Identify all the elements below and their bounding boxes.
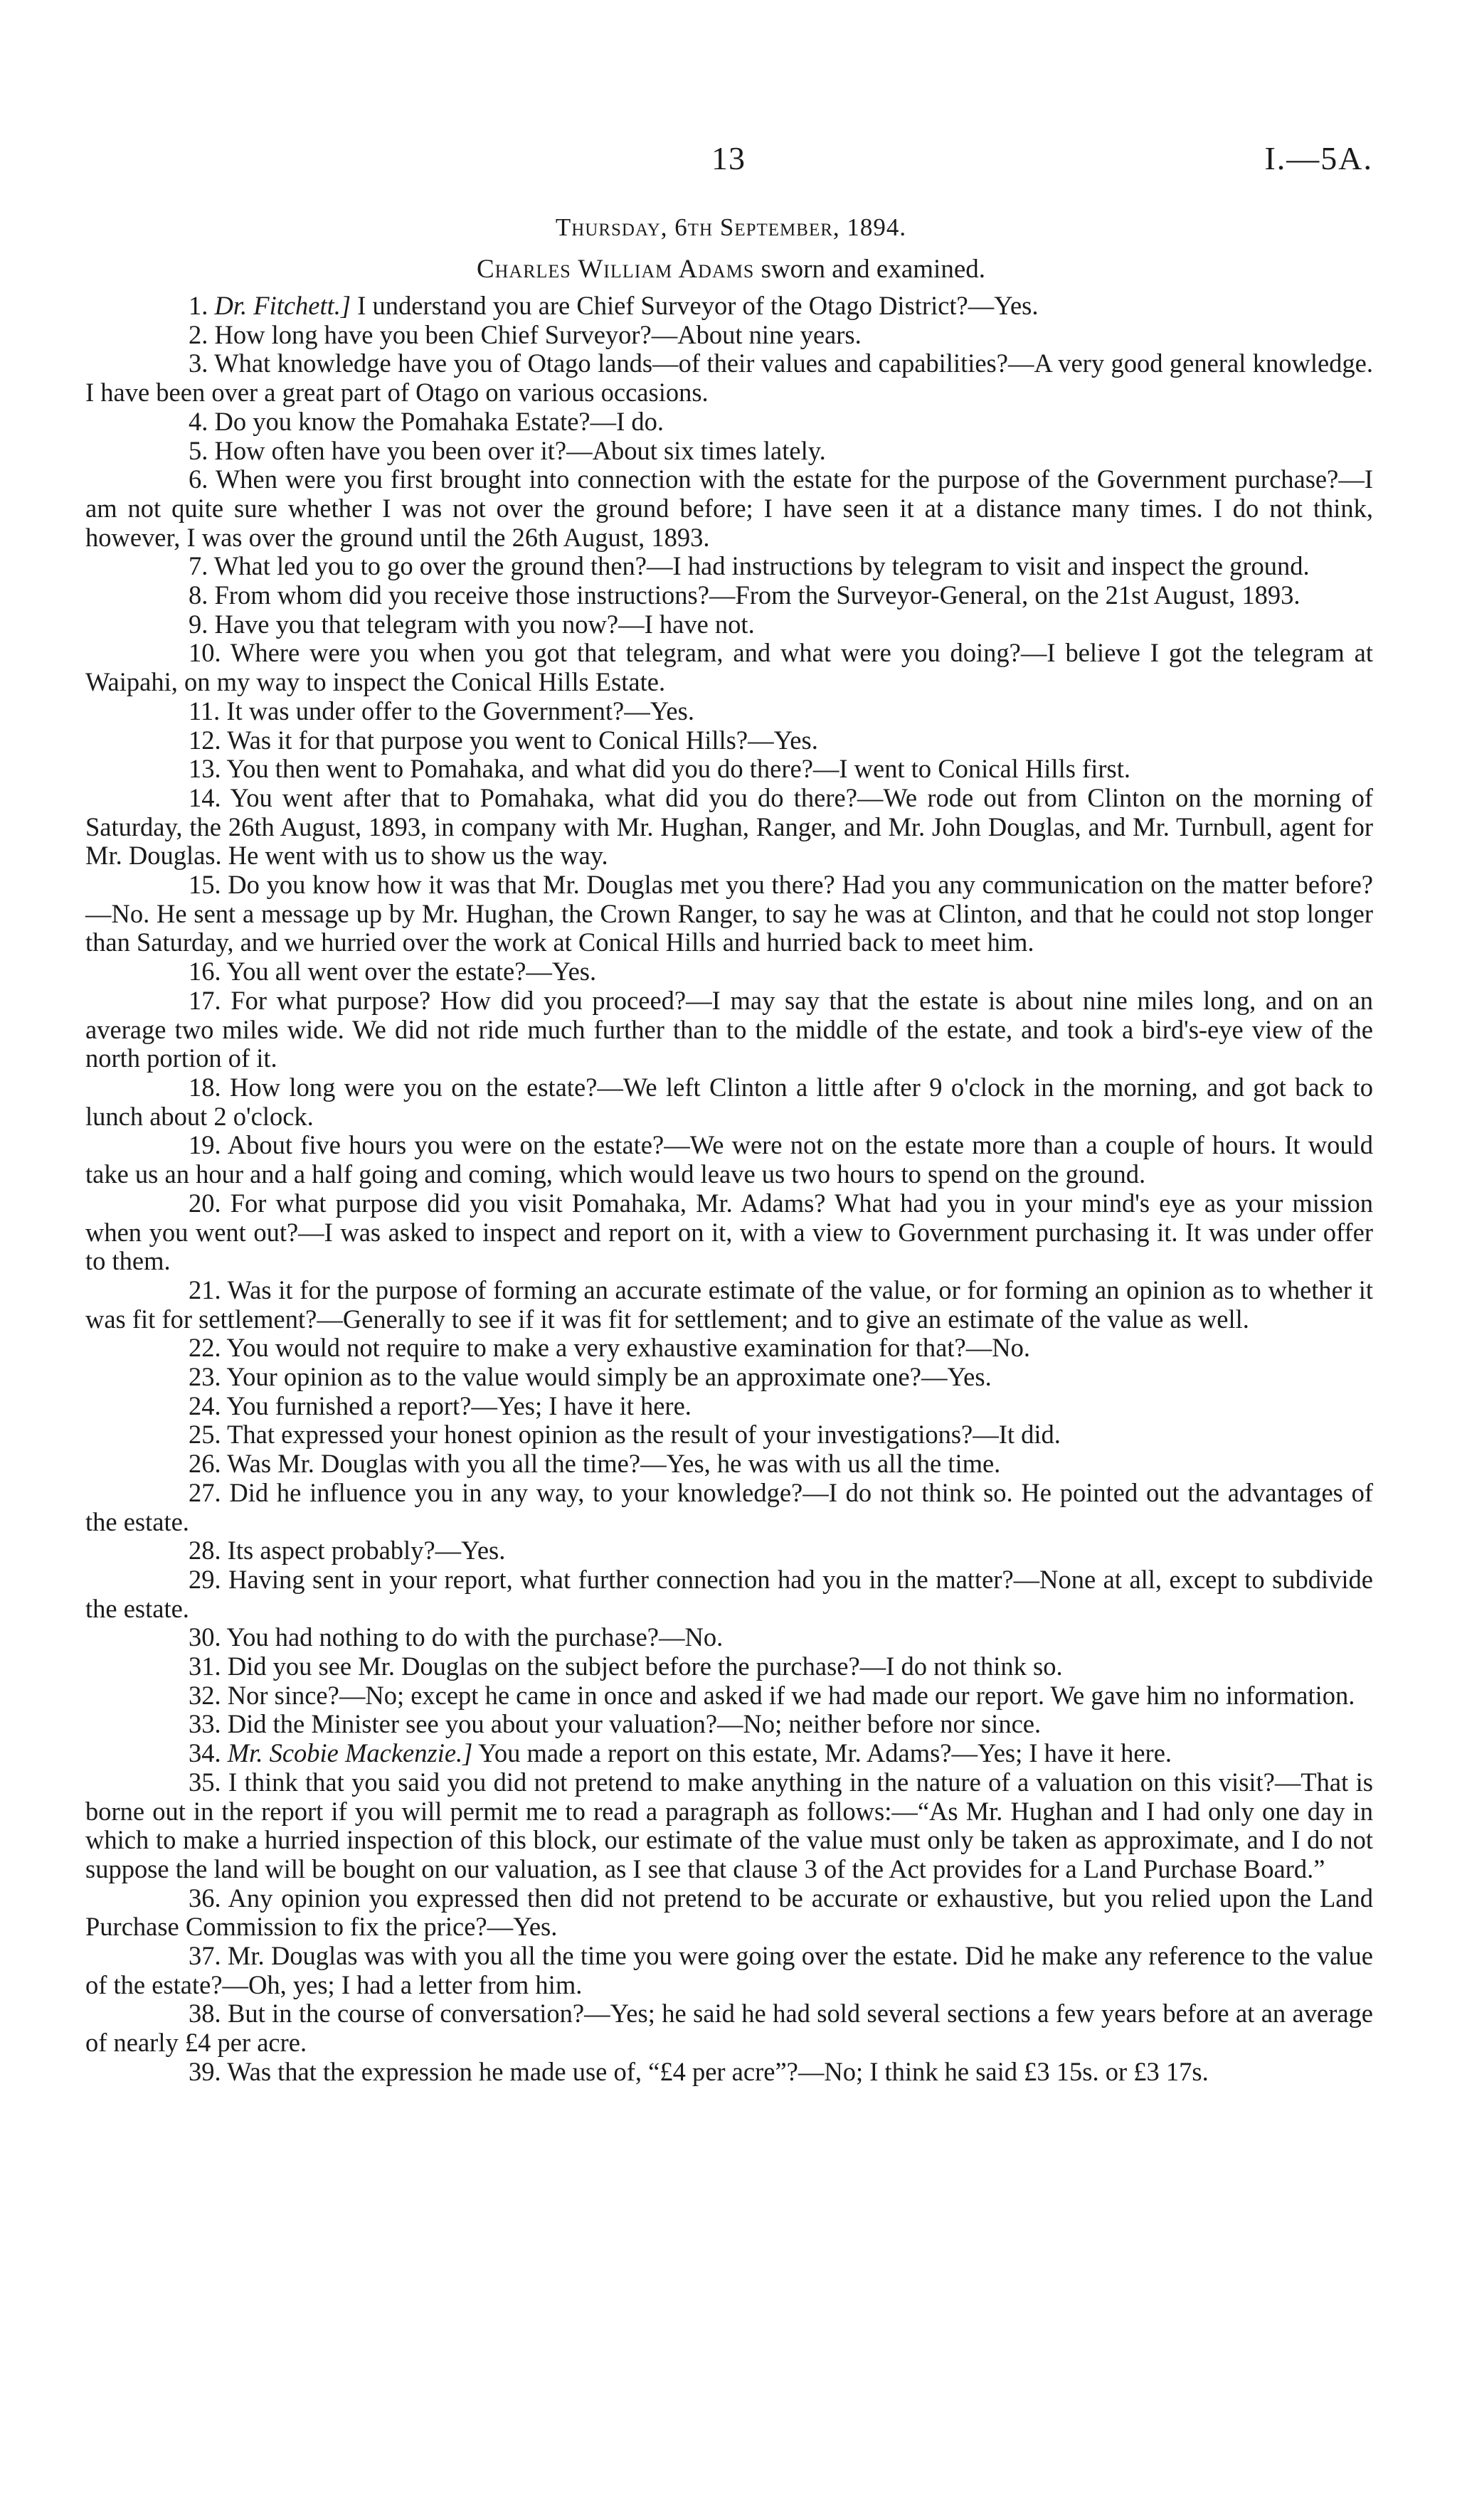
question-number: 36. [189, 1883, 221, 1913]
question-paragraph [85, 1420, 1373, 1450]
question-number: 34. [189, 1738, 221, 1768]
question-text: You went after that to Pomahaka, what did you do there?—We rode out from Clinton on the morning of Saturday, the 26th August, 1893, in company with Mr. Hughan, Ranger, and Mr. John Douglas, and Mr. Turnbull, agent for Mr. Douglas. He went with us to show us the way. [85, 782, 1373, 871]
question-text: From whom did you receive those instructions?—From the Surveyor-General, on the 21st August, 1893. [214, 580, 1301, 610]
question-paragraph [85, 1334, 1373, 1363]
question-text: How long were you on the estate?—We left Clinton a little after 9 o'clock in the morning, and got back to lunch about 2 o'clock. [85, 1072, 1374, 1131]
question-text: Nor since?—No; except he came in once and asked if we had made our report. We gave him no information. [227, 1680, 1355, 1710]
question-number: 9. [189, 609, 208, 639]
question-number: 39. [189, 2056, 221, 2086]
question-number: 35. [189, 1767, 221, 1797]
question-paragraph [85, 1276, 1373, 1334]
question-number: 37. [189, 1941, 221, 1971]
question-number: 20. [189, 1188, 221, 1218]
question-text: Have you that telegram with you now?—I have not. [214, 609, 755, 639]
question-paragraph [85, 465, 1373, 552]
witness-name: Charles William Adams [476, 255, 755, 284]
question-text: Was Mr. Douglas with you all the time?—Yes, he was with us all the time. [227, 1449, 1001, 1479]
question-text: You would not require to make a very exhaustive examination for that?—No. [226, 1333, 1030, 1363]
question-paragraph [85, 1652, 1373, 1681]
examiner-name: Dr. Fitchett.] [214, 291, 351, 320]
question-paragraph [85, 1739, 1373, 1768]
question-paragraph [85, 1392, 1373, 1421]
question-paragraph [85, 1131, 1373, 1189]
question-text: Mr. Douglas was with you all the time you were going over the estate. Did he make any reference to the value of the estate?—Oh, yes; I had a letter from him. [85, 1941, 1374, 1999]
question-number: 30. [189, 1622, 221, 1652]
question-paragraph [85, 552, 1373, 581]
question-paragraph [85, 610, 1373, 639]
date-heading: Thursday, 6th September, 1894. [555, 213, 907, 241]
question-number: 6. [189, 464, 208, 494]
question-number: 8. [189, 580, 208, 610]
question-text: Was that the expression he made use of, “£4 per acre”?—No; I think he said £3 15s. or £3 17s. [227, 2056, 1209, 2086]
question-text: I think that you said you did not pretend to make anything in the nature of a valuation on this visit?—That is borne out in the report if you will permit me to read a paragraph as follows:—“As Mr. Hughan and I had only one day in which to make a hurried inspection of this block, our estimate of the value must only be taken as approximate, and I do not suppose the land will be bought on our valuation, as I see that clause 3 of the Act provides for a Land Purchase Board.” [85, 1767, 1374, 1883]
question-number: 10. [189, 638, 221, 668]
question-text: For what purpose? How did you proceed?—I may say that the estate is about nine miles long, and on an average two miles wide. We did not ride much further than to the middle of the estate, and took a bird's-eye view of the north portion of it. [85, 985, 1373, 1073]
question-paragraph [85, 349, 1373, 407]
question-number: 13. [189, 754, 221, 784]
question-text: Did he influence you in any way, to your knowledge?—I do not think so. He pointed out the advantages of the estate. [85, 1477, 1374, 1536]
question-paragraph [85, 957, 1373, 987]
question-paragraph [85, 1884, 1373, 1942]
question-text: Did the Minister see you about your valuation?—No; neither before nor since. [227, 1709, 1042, 1739]
question-text: What knowledge have you of Otago lands—of their values and capabilities?—A very good general knowledge. I have been over a great part of Otago on various occasions. [85, 349, 1373, 408]
witness-heading [0, 254, 1462, 285]
question-paragraph [85, 697, 1373, 726]
question-text: When were you first brought into connection with the estate for the purpose of the Government purchase?—I am not quite sure whether I was not over the ground before; I have seen it at a distance many times. I do not think, however, I was over the ground until the 26th August, 1893. [85, 464, 1373, 552]
question-paragraph [85, 1073, 1373, 1131]
question-answer-list [85, 292, 1373, 2087]
question-number: 18. [189, 1072, 221, 1102]
question-text: Did you see Mr. Douglas on the subject before the purchase?—I do not think so. [227, 1652, 1063, 1681]
question-text: But in the course of conversation?—Yes; he said he had sold several sections a few years before at an average of nearly £4 per acre. [85, 1999, 1373, 2058]
question-paragraph [85, 1536, 1373, 1565]
question-paragraph [85, 1681, 1373, 1711]
question-paragraph [85, 581, 1373, 610]
question-paragraph [85, 726, 1373, 755]
witness-status: sworn and examined. [754, 255, 986, 284]
question-text: You made a report on this estate, Mr. Adams?—Yes; I have it here. [478, 1738, 1172, 1768]
question-paragraph [85, 1942, 1373, 1999]
question-text: You all went over the estate?—Yes. [226, 957, 597, 987]
question-paragraph [85, 292, 1373, 321]
question-number: 38. [189, 1999, 221, 2029]
question-text: Where were you when you got that telegram, and what were you doing?—I believe I got the telegram at Waipahi, on my way to inspect the Conical Hills Estate. [85, 638, 1373, 697]
question-text: How often have you been over it?—About six times lately. [214, 435, 826, 465]
question-number: 32. [189, 1680, 221, 1710]
question-number: 26. [189, 1449, 221, 1479]
question-number: 7. [189, 551, 208, 581]
question-number: 19. [189, 1130, 221, 1160]
question-text: How long have you been Chief Surveyor?—About nine years. [214, 319, 862, 349]
question-number: 17. [189, 985, 221, 1015]
question-paragraph [85, 784, 1373, 871]
question-paragraph [85, 1565, 1373, 1623]
question-number: 22. [189, 1333, 221, 1363]
question-number: 33. [189, 1709, 221, 1739]
question-paragraph [85, 321, 1373, 350]
question-paragraph [85, 1710, 1373, 1739]
question-text: You then went to Pomahaka, and what did you do there?—I went to Conical Hills first. [226, 754, 1130, 784]
question-text: About five hours you were on the estate?—We were not on the estate more than a couple of hours. It would take us an hour and a half going and coming, which would leave us two hours to spend on the ground. [85, 1130, 1373, 1189]
question-paragraph [85, 1623, 1373, 1652]
question-number: 4. [189, 406, 208, 436]
question-number: 29. [189, 1564, 221, 1594]
question-text: What led you to go over the ground then?—I had instructions by telegram to visit and inspect the ground. [213, 551, 1310, 581]
question-text: Your opinion as to the value would simply be an approximate one?—Yes. [226, 1362, 992, 1392]
question-text: Any opinion you expressed then did not pretend to be accurate or exhaustive, but you relied upon the Land Purchase Commission to fix the price?—Yes. [85, 1883, 1373, 1942]
question-number: 28. [189, 1536, 221, 1565]
question-paragraph [85, 639, 1373, 696]
question-number: 31. [189, 1652, 221, 1681]
question-number: 14. [189, 782, 221, 812]
question-number: 3. [189, 349, 208, 378]
question-number: 24. [189, 1391, 221, 1420]
question-text: Was it for that purpose you went to Conical Hills?—Yes. [227, 725, 818, 755]
question-number: 12. [189, 725, 221, 755]
question-number: 2. [189, 319, 208, 349]
question-text: For what purpose did you visit Pomahaka, Mr. Adams? What had you in your mind's eye as your mission when you went out?—I was asked to inspect and report on it, with a view to Government purchasing it. It was under offer to them. [85, 1188, 1373, 1276]
question-number: 21. [189, 1275, 221, 1304]
question-paragraph [85, 408, 1373, 437]
question-paragraph [85, 2058, 1373, 2087]
question-number: 27. [189, 1477, 221, 1507]
question-text: Do you know the Pomahaka Estate?—I do. [214, 406, 664, 436]
page-number: 13 [711, 140, 746, 176]
question-paragraph [85, 1363, 1373, 1392]
question-number: 5. [189, 435, 208, 465]
question-text: I understand you are Chief Surveyor of the Otago District?—Yes. [357, 291, 1039, 320]
question-text: It was under offer to the Government?—Yes. [226, 696, 694, 725]
question-text: Was it for the purpose of forming an accurate estimate of the value, or for forming an opinion as to whether it was fit for settlement?—Generally to see if it was fit for settlement; and to give an estimate of the value as well. [85, 1275, 1373, 1334]
question-number: 16. [189, 957, 221, 987]
question-number: 1. [189, 291, 208, 320]
question-text: Having sent in your report, what further connection had you in the matter?—None at all, except to subdivide the estate. [85, 1564, 1374, 1623]
question-text: You furnished a report?—Yes; I have it here. [226, 1391, 692, 1420]
question-paragraph [85, 1450, 1373, 1479]
question-paragraph [85, 987, 1373, 1073]
examiner-name: Mr. Scobie Mackenzie.] [227, 1738, 473, 1768]
question-number: 25. [189, 1420, 221, 1450]
question-number: 11. [189, 696, 221, 725]
question-paragraph [85, 437, 1373, 466]
document-reference: I.—5A. [1264, 140, 1373, 176]
question-number: 15. [189, 870, 221, 900]
question-paragraph [85, 1999, 1373, 2057]
question-text: Its aspect probably?—Yes. [227, 1536, 506, 1565]
question-paragraph [85, 755, 1373, 784]
question-text: Do you know how it was that Mr. Douglas met you there? Had you any communication on the matter before?—No. He sent a message up by Mr. Hughan, the Crown Ranger, to say he was at Clinton, and that he could not stop longer than Saturday, and we hurried over the work at Conical Hills and hurried back to meet him. [85, 870, 1374, 957]
question-paragraph [85, 1479, 1373, 1536]
question-text: You had nothing to do with the purchase?—No. [226, 1622, 724, 1652]
question-paragraph [85, 1189, 1373, 1276]
question-paragraph [85, 1768, 1373, 1884]
question-number: 23. [189, 1362, 221, 1392]
question-paragraph [85, 871, 1373, 957]
question-text: That expressed your honest opinion as the result of your investigations?—It did. [227, 1420, 1061, 1450]
